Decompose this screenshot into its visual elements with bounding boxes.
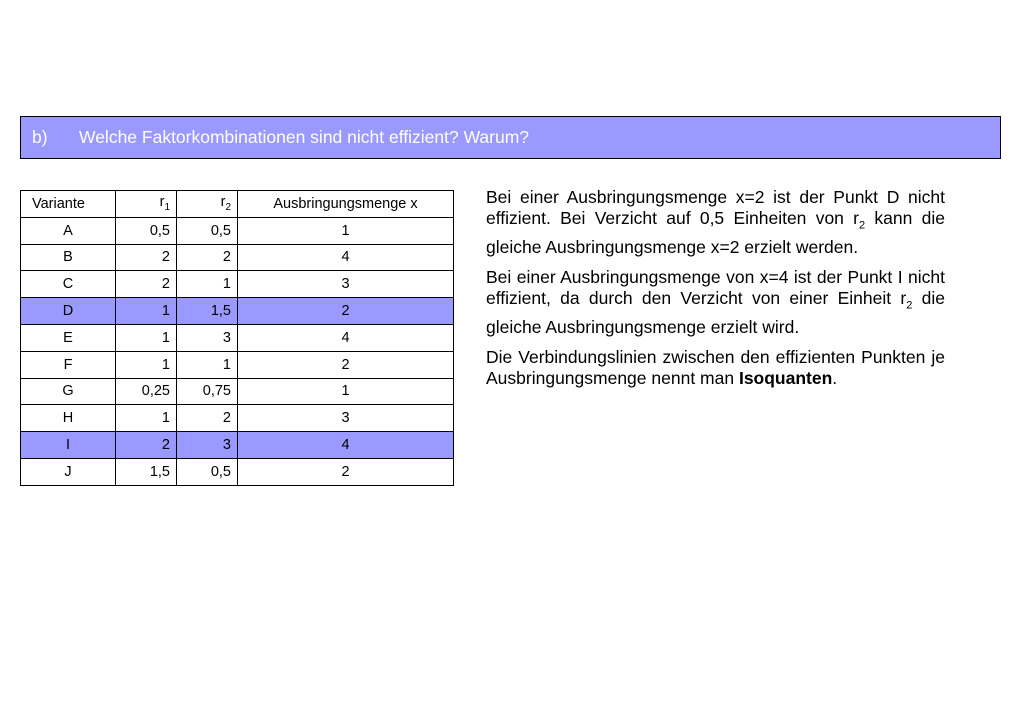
cell-variante: I — [21, 432, 116, 459]
cell-variante: G — [21, 378, 116, 405]
cell-r1: 0,25 — [116, 378, 177, 405]
cell-x: 3 — [238, 271, 454, 298]
cell-r2: 1 — [177, 351, 238, 378]
cell-r2: 1,5 — [177, 298, 238, 325]
table-row — [21, 351, 454, 378]
question-header — [20, 116, 1001, 159]
cell-r2: 0,75 — [177, 378, 238, 405]
cell-variante: B — [21, 244, 116, 271]
header-ausbringungsmenge: Ausbringungsmenge x — [238, 191, 454, 218]
table-row — [21, 458, 454, 485]
cell-variante: F — [21, 351, 116, 378]
cell-x: 3 — [238, 405, 454, 432]
table-row — [21, 271, 454, 298]
explanation-paragraph-3: Die Verbindungslinien zwischen den effizienten Punkten je Ausbringungsmenge nennt man Isoquanten. — [486, 347, 945, 389]
question-label: b) — [32, 127, 48, 147]
cell-r2: 1 — [177, 271, 238, 298]
cell-x: 2 — [238, 351, 454, 378]
question-text: Welche Faktorkombinationen sind nicht effizient? Warum? — [79, 127, 530, 147]
cell-r1: 0,5 — [116, 217, 177, 244]
cell-r2: 0,5 — [177, 217, 238, 244]
cell-x: 1 — [238, 378, 454, 405]
cell-variante: A — [21, 217, 116, 244]
cell-r2: 2 — [177, 405, 238, 432]
cell-x: 2 — [238, 298, 454, 325]
table-row-highlighted — [21, 432, 454, 459]
table-row — [21, 405, 454, 432]
cell-x: 4 — [238, 244, 454, 271]
cell-r1: 2 — [116, 244, 177, 271]
cell-variante: C — [21, 271, 116, 298]
cell-r1: 1 — [116, 298, 177, 325]
explanation-paragraph-1: Bei einer Ausbringungsmenge x=2 ist der Punkt D nicht effizient. Bei Verzicht auf 0,5 Einheiten von $r_2$ kann die gleiche Ausbringungsmenge x=2 erzielt werden. — [486, 187, 945, 257]
cell-variante: H — [21, 405, 116, 432]
cell-r1: 1 — [116, 324, 177, 351]
table-row — [21, 378, 454, 405]
table-row — [21, 217, 454, 244]
cell-x: 4 — [238, 324, 454, 351]
cell-r2: 3 — [177, 324, 238, 351]
cell-r1: 1 — [116, 351, 177, 378]
table-header-row — [21, 191, 454, 218]
cell-x: 4 — [238, 432, 454, 459]
cell-variante: E — [21, 324, 116, 351]
cell-r2: 2 — [177, 244, 238, 271]
table-row-highlighted — [21, 298, 454, 325]
factor-combination-table — [20, 190, 454, 486]
cell-r1: 1,5 — [116, 458, 177, 485]
explanation-text — [486, 187, 945, 399]
header-variante: Variante — [21, 191, 116, 218]
table-row — [21, 324, 454, 351]
header-r2: $r_2$ — [177, 191, 238, 218]
cell-r2: 0,5 — [177, 458, 238, 485]
cell-x: 1 — [238, 217, 454, 244]
cell-x: 2 — [238, 458, 454, 485]
isoquanten-term: Isoquanten — [738, 368, 833, 389]
cell-r2: 3 — [177, 432, 238, 459]
header-r1: $r_1$ — [116, 191, 177, 218]
explanation-paragraph-2: Bei einer Ausbringungsmenge von x=4 ist der Punkt I nicht effizient, da durch den Verzicht von einer Einheit $r_2$ die gleiche Ausbringungsmenge erzielt wird. — [486, 267, 946, 338]
cell-r1: 2 — [116, 271, 177, 298]
cell-variante: J — [21, 458, 116, 485]
cell-r1: 1 — [116, 405, 177, 432]
table-row — [21, 244, 454, 271]
cell-variante: D — [21, 298, 116, 325]
cell-r1: 2 — [116, 432, 177, 459]
